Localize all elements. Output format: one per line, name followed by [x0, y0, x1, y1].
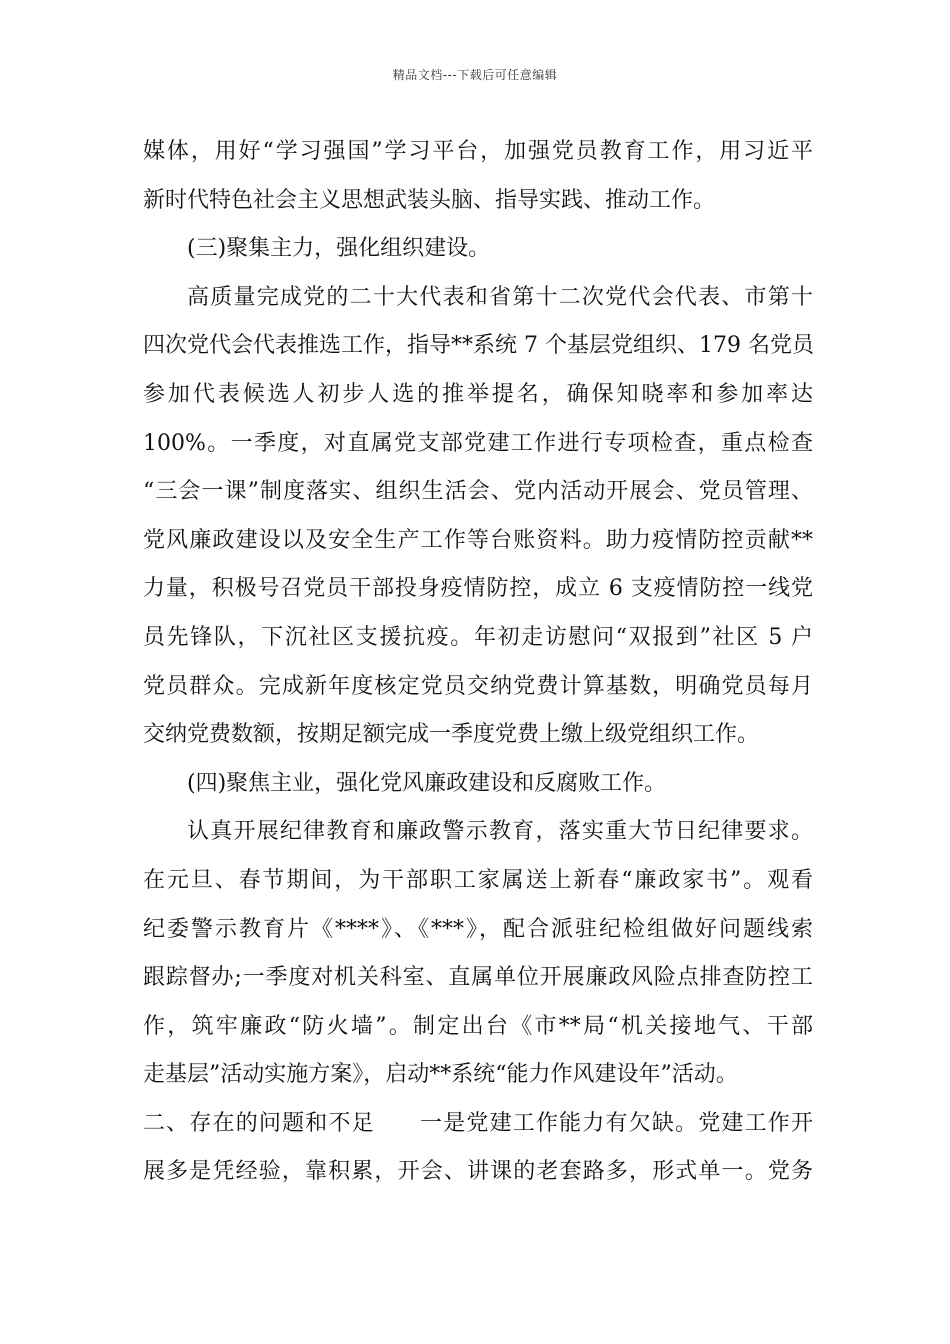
paragraph-line: 跟踪督办;一季度对机关科室、直属单位开展廉政风险点排查防控工: [143, 965, 813, 991]
paragraph-line: 员先锋队，下沉社区支援抗疫。年初走访慰问“双报到”社区 5 户: [143, 624, 813, 650]
paragraph-line: 参加代表候选人初步人选的推举提名，确保知晓率和参加率达: [143, 381, 813, 407]
paragraph-line: [143, 1100, 813, 1149]
paragraph-line: 展多是凭经验，靠积累，开会、讲课的老套路多，形式单一。党务: [143, 1159, 813, 1185]
paragraph-line: 作，筑牢廉政“防火墙”。制定出台《市**局“机关接地气、干部: [143, 1013, 813, 1039]
paragraph-text: 一是党建工作能力有欠缺。党建工作开: [418, 1110, 813, 1136]
paragraph-line: 党风廉政建设以及安全生产工作等台账资料。助力疫情防控贡献**: [143, 527, 813, 553]
document-body: [143, 128, 813, 1197]
paragraph-line: 纪委警示教育片《****》、《***》，配合派驻纪检组做好问题线索: [143, 916, 813, 942]
paragraph-line: 党员群众。完成新年度核定党员交纳党费计算基数，明确党员每月: [143, 673, 813, 699]
paragraph-line: 四次党代会代表推选工作，指导**系统 7 个基层党组织、179 名党员: [143, 333, 814, 359]
paragraph-line: 在元旦、春节期间，为干部职工家属送上新春“廉政家书”。观看: [143, 867, 813, 893]
paragraph-line: 走基层”活动实施方案》，启动**系统“能力作风建设年”活动。: [143, 1062, 738, 1088]
paragraph-line: 100%。一季度，对直属党支部党建工作进行专项检查，重点检查: [143, 430, 813, 456]
paragraph-line: 新时代特色社会主义思想武装头脑、指导实践、推动工作。: [143, 187, 716, 213]
section-title: 二、存在的问题和不足: [143, 1110, 375, 1136]
paragraph-line: 认真开展纪律教育和廉政警示教育，落实重大节日纪律要求。: [187, 819, 813, 845]
paragraph-line: 力量，积极号召党员干部投身疫情防控，成立 6 支疫情防控一线党: [143, 576, 813, 602]
section-heading: (四)聚焦主业，强化党风廉政建设和反腐败工作。: [187, 770, 667, 796]
paragraph-line: 媒体，用好“学习强国”学习平台，加强党员教育工作，用习近平: [143, 139, 813, 164]
section-heading: (三)聚集主力，强化组织建设。: [187, 236, 491, 262]
paragraph-line: “三会一课”制度落实、组织生活会、党内活动开展会、党员管理、: [143, 479, 813, 505]
paragraph-line: 高质量完成党的二十大代表和省第十二次党代会代表、市第十: [187, 284, 813, 310]
paragraph-line: 交纳党费数额，按期足额完成一季度党费上缴上级党组织工作。: [143, 722, 760, 748]
page-header: 精品文档---下载后可任意编辑: [392, 68, 558, 82]
